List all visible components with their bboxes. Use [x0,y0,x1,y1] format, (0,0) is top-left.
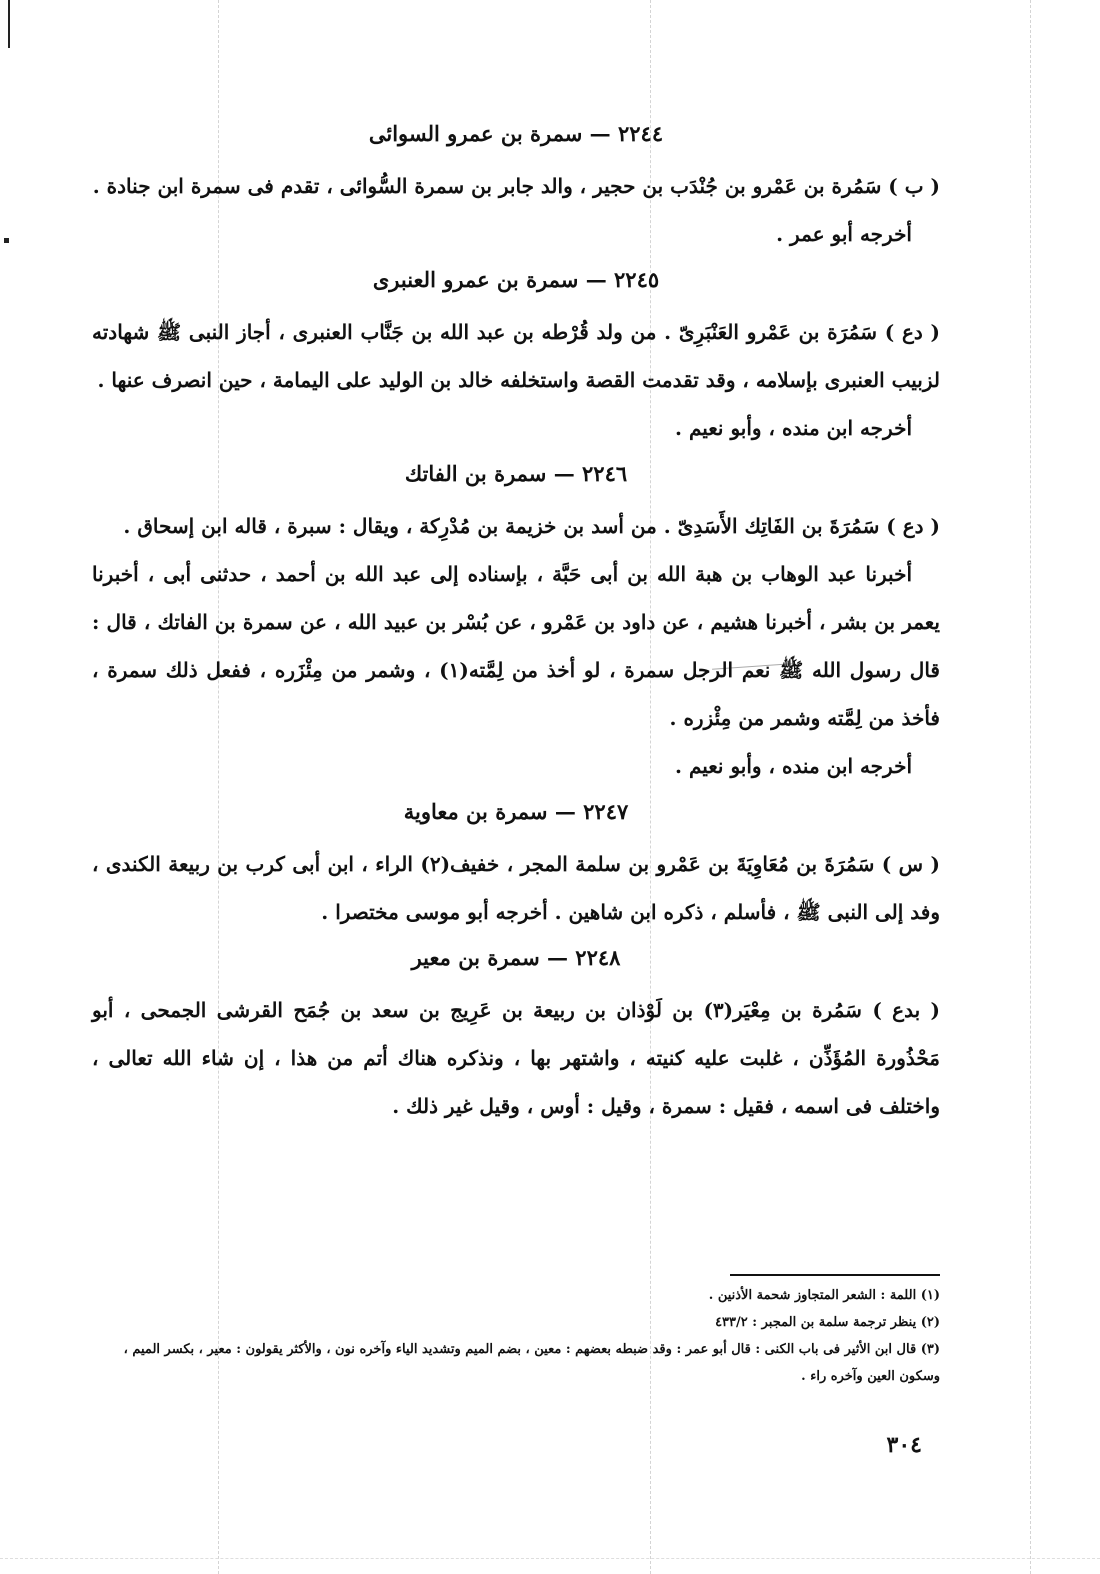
footnote: (٣) قال ابن الأثير فى باب الكنى : قال أبو عمر : وقد ضبطه بعضهم : معين ، بضم الميم وتشديد الياء وآخره نون ، والأكثر يقولون : معير ، بكسر الميم ، وسكون العين وآخره راء . [123,1342,940,1384]
entry-hadith-text: أخبرنا عبد الوهاب بن هبة الله بن أبى حَبَّة ، بإسناده إلى عبد الله بن أحمد ، حدثنى أبى ، أخبرنا يعمر بن بشر ، أخبرنا هشيم ، عن داود بن عَمْرو ، عن بُسْر بن عبيد الله ، عن سمرة بن الفاتك ، قال : قال رسول الله ﷺ نعم الرجل سمرة ، لو أخذ من لِمَّته(١) ، وشمر من مِئْزَره ، ففعل ذلك سمرة ، فأخذ من لِمَّته وشمر من مِئْزره . [92,562,940,730]
entry-text: ( بدع ) سَمُرة بن مِعْيَر(٣) بن لَوْذان بن ربيعة بن عَرِيج بن سعد بن جُمَح القرشى الجمحى ، أبو مَحْذُورة المُؤَذِّن ، غلبت عليه كنيته ، واشتهر بها ، ونذكره هناك أتم من هذا ، إن شاء الله تعالى ، واختلف فى اسمه ، فقيل : سمرة ، وقيل : أوس ، وقيل غير ذلك . [92,998,940,1118]
entry-source-line: أخرجه ابن منده ، وأبو نعيم . [675,754,912,778]
entry-heading: ٢٢٤٦ — سمرة بن الفاتك [404,461,628,486]
entry-text: ( دع ) سَمُرَة بن عَمْرو العَنْبَرِىّ . من ولد قُرْطه بن عبد الله بن جَنَّاب العنبرى ، أجاز النبى ﷺ شهادته لزبيب العنبرى بإسلامه ، وقد تقدمت القصة واستخلفه خالد بن الوليد على اليمامة ، حين انصرف عنها . [92,320,940,392]
fold-line-horizontal [0,1558,1100,1559]
entry-text: ( س ) سَمُرَةَ بن مُعَاوِيَةَ بن عَمْرو بن سلمة المجر ، خفيف(٢) الراء ، ابن أبى كرب بن ربيعة الكندى ، وفد إلى النبى ﷺ ، فأسلم ، ذكره ابن شاهين . أخرجه أبو موسى مختصرا . [92,852,941,924]
footnotes [80,1282,940,1390]
entry-source-line: أخرجه أبو عمر . [776,222,912,246]
footnote: (١) اللمة : الشعر المتجاوز شحمة الأذنين . [708,1288,940,1303]
fold-line [1030,0,1031,1574]
entry-heading: ٢٢٤٧ — سمرة بن معاوية [403,799,629,824]
entry-2244 [92,112,940,258]
entry-2247 [92,790,940,936]
scan-dot-mark [4,238,9,243]
entry-2245 [92,258,940,452]
entry-2246 [92,452,940,790]
entry-text: ( دع ) سَمُرَةَ بن الفَاتِك الأَسَدِىّ . من أسد بن خزيمة بن مُدْرِكة ، ويقال : سبرة ، قاله ابن إسحاق . [123,514,940,538]
entry-2248 [92,936,940,1130]
entry-heading: ٢٢٤٥ — سمرة بن عمرو العنبرى [372,267,660,292]
scan-edge-mark [8,0,10,48]
entry-source-line: أخرجه ابن منده ، وأبو نعيم . [675,416,912,440]
entry-heading: ٢٢٤٨ — سمرة بن معير [411,945,621,970]
page-number: ٣٠٤ [886,1432,922,1458]
entry-heading: ٢٢٤٤ — سمرة بن عمرو السوائى [368,121,664,146]
footnote-divider [730,1274,940,1276]
footnote: (٢) ينظر ترجمة سلمة بن المجبر : ٤٣٣/٢ [715,1315,940,1330]
entry-text: ( ب ) سَمُرة بن عَمْرو بن جُنْدَب بن حجير ، والد جابر بن سمرة السُّوائى ، تقدم فى سمرة ابن جنادة . [92,174,940,198]
entries-body [92,112,940,1130]
